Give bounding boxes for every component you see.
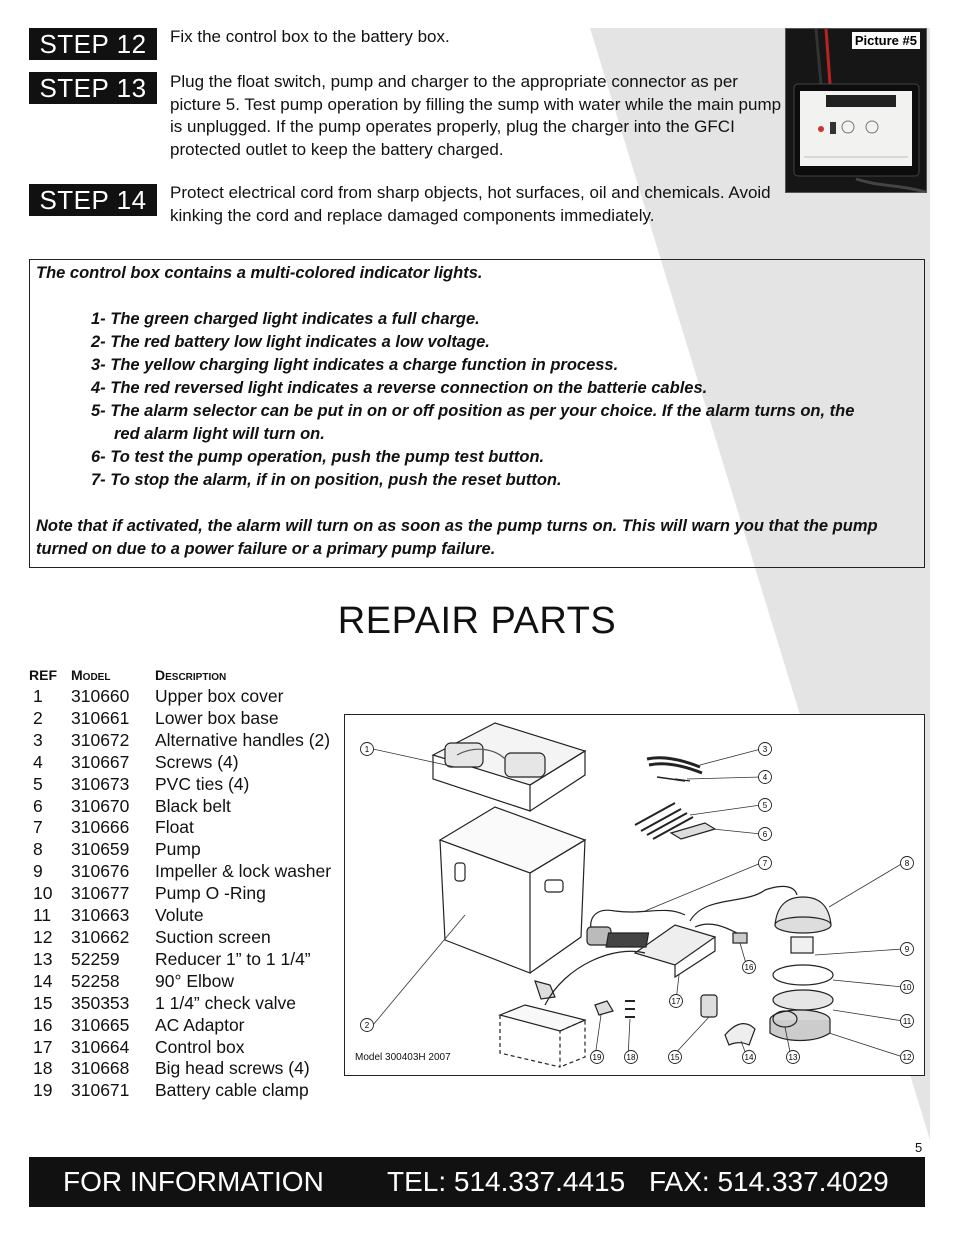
part-description: Lower box base <box>155 707 279 728</box>
part-ref: 17 <box>33 1036 53 1057</box>
table-header-row <box>29 664 331 686</box>
part-ref: 19 <box>33 1080 53 1101</box>
part-model: 310663 <box>71 905 130 926</box>
battery-drawing <box>500 951 645 1067</box>
exploded-parts-diagram <box>344 714 925 1076</box>
control-box-drawing <box>587 886 797 977</box>
table-row <box>29 883 331 905</box>
callout-number: 8 <box>904 859 910 868</box>
footer-phone: TEL: 514.337.4415 <box>387 1166 626 1197</box>
callout-10 <box>901 981 914 994</box>
part-description: Reducer 1” to 1 1/4” <box>155 948 311 969</box>
callout-number: 4 <box>762 773 768 782</box>
table-row <box>29 927 331 949</box>
part-model: 310668 <box>71 1058 130 1079</box>
table-row <box>29 708 331 730</box>
list-item: 2- The red battery low light indicates a low voltage. <box>91 333 490 351</box>
callout-number: 1 <box>364 745 370 754</box>
step-12-text: Fix the control box to the battery box. <box>170 27 450 46</box>
callout-15 <box>669 1051 682 1064</box>
part-model: 310676 <box>71 861 130 882</box>
callout-number: 14 <box>744 1053 754 1062</box>
callout-1 <box>361 743 374 756</box>
callout-number: 2 <box>364 1021 370 1030</box>
part-description: AC Adaptor <box>155 1014 245 1035</box>
table-row <box>29 861 331 883</box>
callout-number: 12 <box>902 1053 912 1062</box>
description-header: Description <box>155 667 227 683</box>
part-ref: 7 <box>33 817 43 838</box>
pump-drawing <box>770 897 833 1041</box>
part-model: 310664 <box>71 1036 130 1057</box>
lower-box-base-drawing <box>440 807 585 973</box>
part-description: Screws (4) <box>155 751 239 772</box>
callout-7 <box>759 857 772 870</box>
part-description: 1 1/4” check valve <box>155 992 297 1013</box>
table-row <box>29 1037 331 1059</box>
part-model: 310677 <box>71 883 130 904</box>
notice-intro: The control box contains a multi-colored indicator lights. <box>36 264 483 282</box>
callout-13 <box>787 1051 800 1064</box>
part-ref: 14 <box>33 970 53 991</box>
part-ref: 4 <box>33 751 43 772</box>
indicator-list <box>36 308 918 492</box>
callout-number: 15 <box>670 1053 680 1062</box>
repair-parts-title: REPAIR PARTS <box>337 600 617 642</box>
callout-19 <box>591 1051 604 1064</box>
callout-4 <box>759 771 772 784</box>
part-model: 310670 <box>71 795 130 816</box>
callout-number: 16 <box>744 963 754 972</box>
callout-number: 5 <box>762 801 768 810</box>
callout-number: 3 <box>762 745 768 754</box>
control-box-photo <box>785 28 927 193</box>
callout-11 <box>901 1015 914 1028</box>
part-description: Pump <box>155 839 201 860</box>
part-ref: 11 <box>33 905 52 926</box>
part-description: Float <box>155 817 194 838</box>
callout-8 <box>901 857 914 870</box>
part-description: Black belt <box>155 795 231 816</box>
part-model: 52259 <box>71 948 120 969</box>
callout-number: 13 <box>788 1053 798 1062</box>
step-13-text: Plug the float switch, pump and charger to the appropriate connector as per picture 5. Test pump operation by filling the sump with water while the main pump is unplugged. If the pump operates properly, plug the charger into the GFCI protected outlet to keep the battery charged. <box>170 72 782 159</box>
part-description: Impeller & lock washer <box>155 861 332 882</box>
callout-18 <box>625 1051 638 1064</box>
part-model: 350353 <box>71 992 130 1013</box>
part-model: 310666 <box>71 817 130 838</box>
part-model: 310660 <box>71 686 130 706</box>
part-description: Big head screws (4) <box>155 1058 310 1079</box>
part-model: 310659 <box>71 839 130 860</box>
callout-3 <box>759 743 772 756</box>
part-description: 90° Elbow <box>155 970 234 991</box>
table-row <box>29 752 331 774</box>
footer-fax: FAX: 514.337.4029 <box>649 1166 889 1197</box>
part-ref: 12 <box>33 926 53 947</box>
callout-number: 17 <box>671 997 681 1006</box>
callout-14 <box>743 1051 756 1064</box>
list-item: 6- To test the pump operation, push the pump test button. <box>91 448 545 466</box>
parts-table <box>29 664 331 1102</box>
list-item: 3- The yellow charging light indicates a charge function in process. <box>91 356 619 374</box>
table-row <box>29 949 331 971</box>
part-ref: 1 <box>33 686 43 706</box>
step-12-badge: STEP 12 <box>29 28 157 60</box>
callout-6 <box>759 828 772 841</box>
step-14-text: Protect electrical cord from sharp objects, hot surfaces, oil and chemicals. Avoid kinking the cord and replace damaged components immediately. <box>170 183 771 225</box>
step-14-badge: STEP 14 <box>29 184 157 216</box>
part-ref: 5 <box>33 773 43 794</box>
part-model: 310671 <box>71 1080 130 1101</box>
part-ref: 8 <box>33 839 43 860</box>
part-description: PVC ties (4) <box>155 773 250 794</box>
part-description: Upper box cover <box>155 686 284 706</box>
part-model: 52258 <box>71 970 120 991</box>
callout-number: 9 <box>904 945 910 954</box>
table-row <box>29 686 331 708</box>
list-item: 4- The red reversed light indicates a reverse connection on the batterie cables. <box>91 379 708 397</box>
list-item: 7- To stop the alarm, if in on position, push the reset button. <box>91 471 562 489</box>
table-row <box>29 796 331 818</box>
footer-label: FOR INFORMATION <box>63 1166 324 1197</box>
contact-footer <box>29 1157 925 1207</box>
small-parts-drawing <box>635 758 715 839</box>
callout-number: 6 <box>762 830 768 839</box>
part-description: Volute <box>155 905 204 926</box>
part-ref: 2 <box>33 707 43 728</box>
ref-header: REF <box>29 667 57 683</box>
table-row <box>29 730 331 752</box>
page-number: 5 <box>915 1140 923 1155</box>
part-ref: 18 <box>33 1058 53 1079</box>
upper-box-cover-drawing <box>433 723 585 811</box>
model-header: Model <box>71 667 111 683</box>
table-row <box>29 905 331 927</box>
table-row <box>29 1058 331 1080</box>
table-row <box>29 1080 331 1102</box>
picture-label: Picture #5 <box>852 32 920 49</box>
part-model: 310661 <box>71 707 130 728</box>
callout-12 <box>901 1051 914 1064</box>
indicator-lights-notice <box>29 259 925 568</box>
callout-number: 11 <box>902 1017 912 1026</box>
part-model: 310662 <box>71 926 130 947</box>
callout-9 <box>901 943 914 956</box>
part-ref: 6 <box>33 795 43 816</box>
parts-drawing <box>345 715 923 1074</box>
notice-note: Note that if activated, the alarm will turn on as soon as the pump turns on. This will warn you that the pump turned on due to a power failure or a primary pump failure. <box>36 517 878 558</box>
list-item: 1- The green charged light indicates a full charge. <box>91 310 480 328</box>
callout-16 <box>743 961 756 974</box>
callout-5 <box>759 799 772 812</box>
list-item: 5- The alarm selector can be put in on or off position as per your choice. If the alarm turns on, the red alarm light will turn on. <box>91 402 855 443</box>
part-description: Suction screen <box>155 926 271 947</box>
leader-lines <box>373 749 903 1057</box>
part-description: Battery cable clamp <box>155 1080 309 1101</box>
part-ref: 13 <box>33 948 53 969</box>
callout-number: 19 <box>592 1053 602 1062</box>
table-row <box>29 839 331 861</box>
part-description: Control box <box>155 1036 245 1057</box>
step-13-badge: STEP 13 <box>29 72 157 104</box>
table-row <box>29 817 331 839</box>
part-description: Pump O -Ring <box>155 883 266 904</box>
part-ref: 9 <box>33 861 43 882</box>
table-row <box>29 1015 331 1037</box>
part-model: 310667 <box>71 751 130 772</box>
table-row <box>29 971 331 993</box>
callout-number: 7 <box>762 859 768 868</box>
part-ref: 10 <box>33 883 53 904</box>
part-ref: 16 <box>33 1014 53 1035</box>
part-model: 310665 <box>71 1014 130 1035</box>
callout-17 <box>670 995 683 1008</box>
callout-2 <box>361 1019 374 1032</box>
part-ref: 15 <box>33 992 53 1013</box>
part-model: 310672 <box>71 729 130 750</box>
table-row <box>29 774 331 796</box>
callout-number: 10 <box>902 983 912 992</box>
part-description: Alternative handles (2) <box>155 729 331 750</box>
parts-table-body <box>29 686 331 1102</box>
callout-number: 18 <box>626 1053 636 1062</box>
table-row <box>29 993 331 1015</box>
part-ref: 3 <box>33 729 43 750</box>
diagram-caption: Model 300403H 2007 <box>355 1052 451 1063</box>
control-box-illustration <box>786 29 926 192</box>
part-model: 310673 <box>71 773 130 794</box>
